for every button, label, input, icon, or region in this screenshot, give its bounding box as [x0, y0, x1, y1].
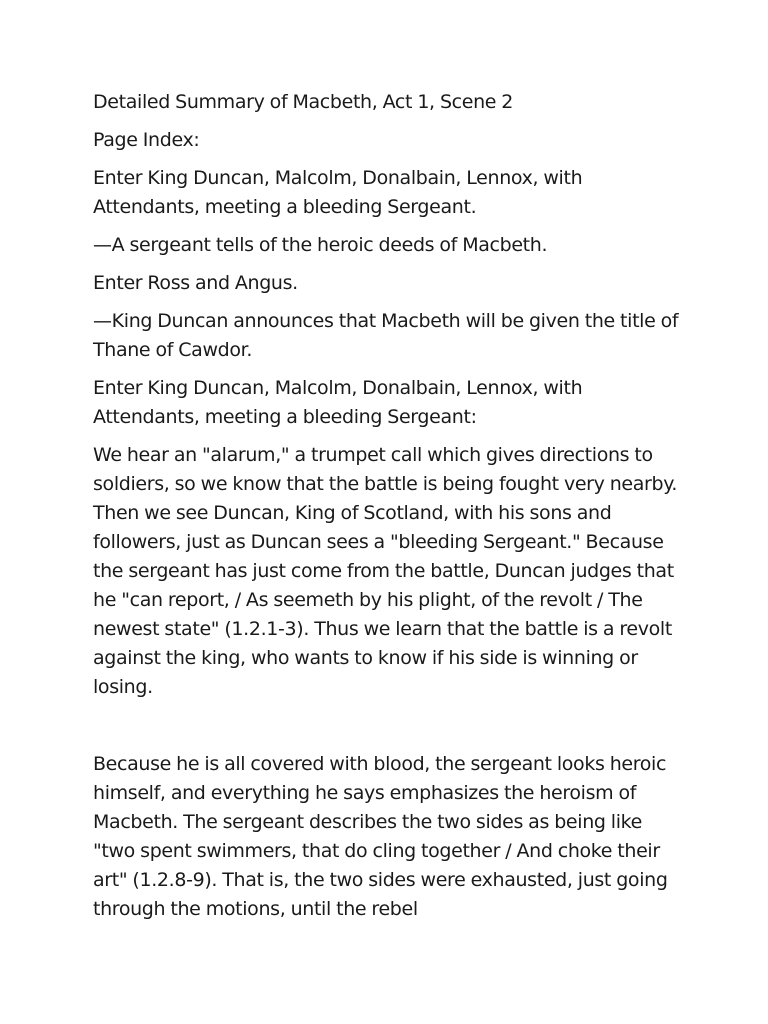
page-index-label: Page Index: — [93, 129, 200, 151]
document-title: Detailed Summary of Macbeth, Act 1, Scene 2 — [93, 91, 514, 113]
body-paragraph: We hear an "alarum," a trumpet call which gives directions to soldiers, so we know that the battle is being fought very nearby. Then we see Duncan, King of Scotland, with his sons and followers, just as Duncan sees a "bleeding Sergeant." Because the sergeant has just come from the battle, Duncan judges that he "can report, / As seemeth by his plight, of the revolt / The newest state" (1.2.1-3). Thus we learn that the battle is a revolt against the king, who wants to know if his side is winning or losing. — [93, 444, 678, 698]
index-item: —King Duncan announces that Macbeth will be given the title of Thane of Cawdor. — [93, 310, 679, 361]
document-page — [93, 88, 688, 924]
section-heading: Enter King Duncan, Malcolm, Donalbain, Lennox, with Attendants, meeting a bleeding Sergeant: — [93, 377, 583, 428]
index-item: Enter King Duncan, Malcolm, Donalbain, Lennox, with Attendants, meeting a bleeding Sergeant. — [93, 167, 583, 218]
body-paragraph: Because he is all covered with blood, the sergeant looks heroic himself, and everything he says emphasizes the heroism of Macbeth. The sergeant describes the two sides as being like "two spent swimmers, that do cling together / And choke their art" (1.2.8-9). That is, the two sides were exhausted, just going through the motions, until the rebel — [93, 753, 668, 920]
index-item: —A sergeant tells of the heroic deeds of Macbeth. — [93, 234, 548, 256]
index-item: Enter Ross and Angus. — [93, 272, 298, 294]
